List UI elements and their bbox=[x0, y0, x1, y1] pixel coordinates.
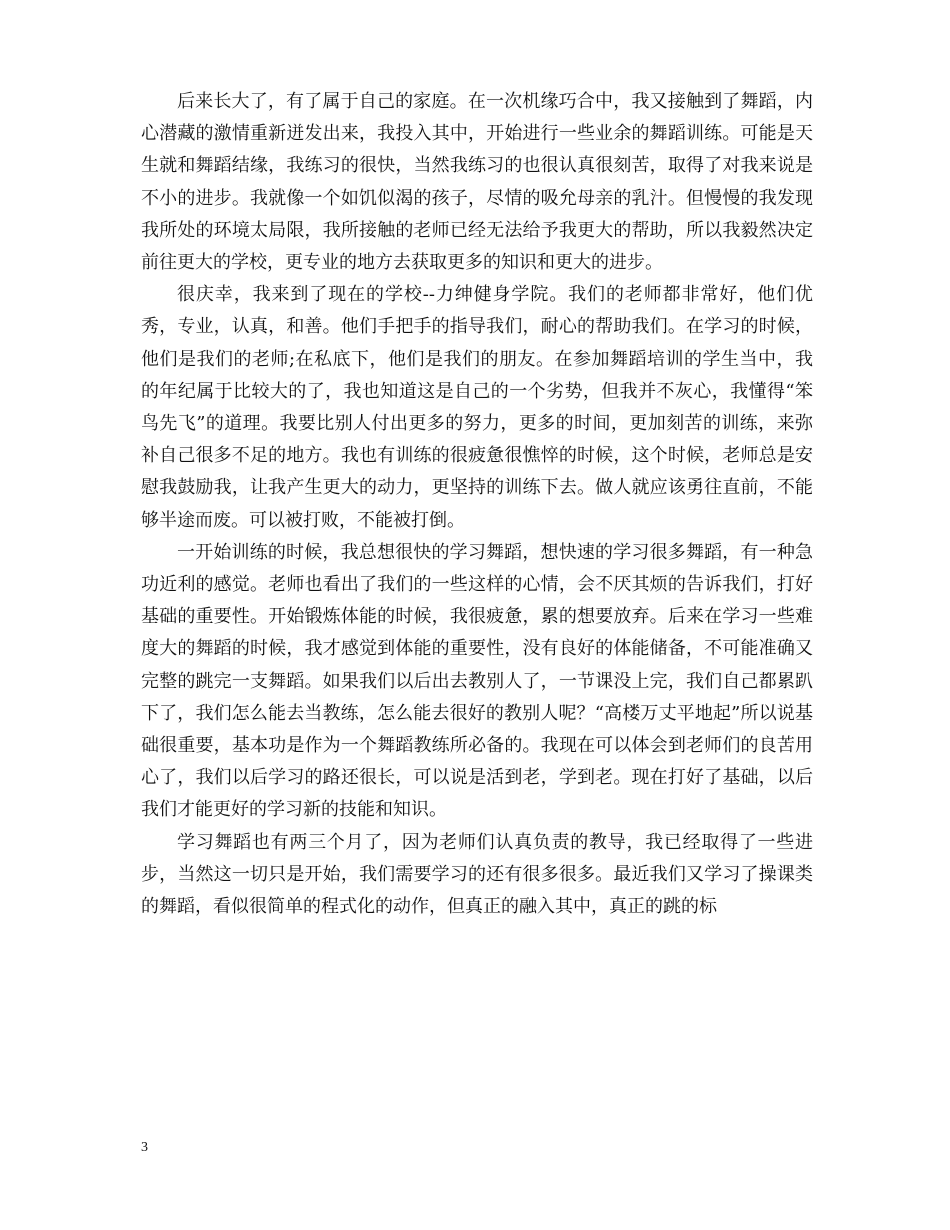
paragraph-1: 后来长大了，有了属于自己的家庭。在一次机缘巧合中，我又接触到了舞蹈，内心潜藏的激情重新迸发出来，我投入其中，开始进行一些业余的舞蹈训练。可能是天生就和舞蹈结缘，我练习的很快，当然我练习的也很认真很刻苦，取得了对我来说是不小的进步。我就像一个如饥似渴的孩子，尽情的吸允母亲的乳汁。但慢慢的我发现我所处的环境太局限，我所接触的老师已经无法给予我更大的帮助，所以我毅然决定前往更大的学校，更专业的地方去获取更多的知识和更大的进步。 bbox=[141, 91, 813, 274]
page-number: 3 bbox=[141, 1140, 148, 1155]
document-body bbox=[141, 86, 813, 923]
paragraph-4: 学习舞蹈也有两三个月了，因为老师们认真负责的教导，我已经取得了一些进步，当然这一切只是开始，我们需要学习的还有很多很多。最近我们又学习了操课类的舞蹈，看似很简单的程式化的动作，但真正的融入其中，真正的跳的标 bbox=[141, 831, 813, 918]
paragraph-2: 很庆幸，我来到了现在的学校--力绅健身学院。我们的老师都非常好，他们优秀，专业，认真，和善。他们手把手的指导我们，耐心的帮助我们。在学习的时候，他们是我们的老师;在私底下，他们是我们的朋友。在参加舞蹈培训的学生当中，我的年纪属于比较大的了，我也知道这是自己的一个劣势，但我并不灰心，我懂得“笨鸟先飞”的道理。我要比别人付出更多的努力，更多的时间，更加刻苦的训练，来弥补自己很多不足的地方。我也有训练的很疲惫很憔悴的时候，这个时候，老师总是安慰我鼓励我，让我产生更大的动力，更坚持的训练下去。做人就应该勇往直前，不能够半途而废。可以被打败，不能被打倒。 bbox=[141, 284, 813, 531]
paragraph-3: 一开始训练的时候，我总想很快的学习舞蹈，想快速的学习很多舞蹈，有一种急功近利的感觉。老师也看出了我们的一些这样的心情，会不厌其烦的告诉我们，打好基础的重要性。开始锻炼体能的时候，我很疲惫，累的想要放弃。后来在学习一些难度大的舞蹈的时候，我才感觉到体能的重要性，没有良好的体能储备，不可能准确又完整的跳完一支舞蹈。如果我们以后出去教别人了，一节课没上完，我们自己都累趴下了，我们怎么能去当教练，怎么能去很好的教别人呢？“高楼万丈平地起”所以说基础很重要，基本功是作为一个舞蹈教练所必备的。我现在可以体会到老师们的良苦用心了，我们以后学习的路还很长，可以说是活到老，学到老。现在打好了基础，以后我们才能更好的学习新的技能和知识。 bbox=[141, 541, 813, 821]
